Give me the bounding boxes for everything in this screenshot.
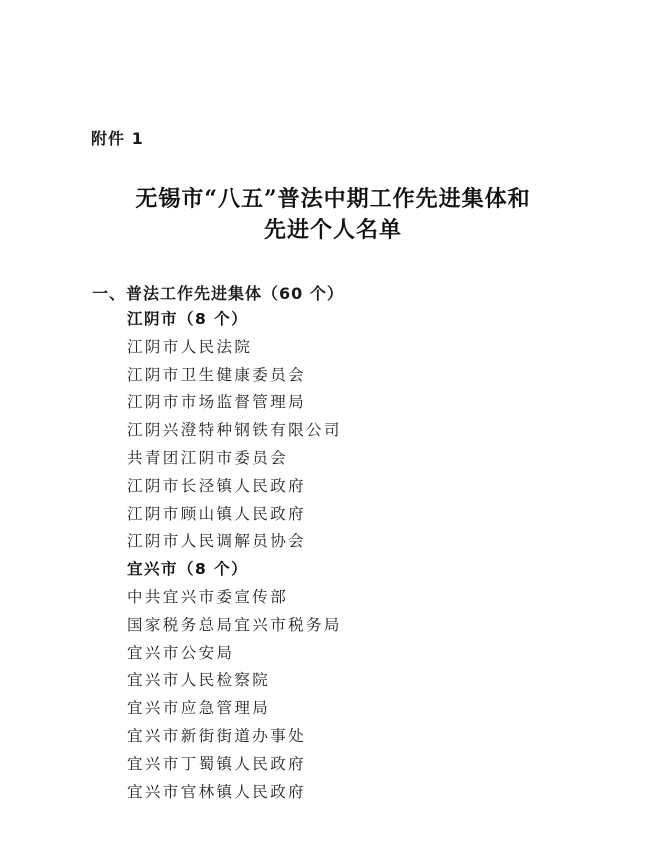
unit-list: [127, 306, 342, 806]
list-item: 国家税务总局宜兴市税务局: [127, 615, 342, 634]
document-title-line-1: 无锡市“八五”普法中期工作先进集体和: [135, 186, 531, 212]
list-item: 宜兴市丁蜀镇人民政府: [127, 754, 307, 773]
group-heading-jiangyin: 江阴市（8 个）: [127, 310, 249, 328]
list-item: 江阴兴澄特种钢铁有限公司: [127, 421, 342, 440]
list-item: 江阴市人民调解员协会: [127, 532, 307, 551]
list-item: 共青团江阴市委员会: [127, 448, 289, 467]
list-item: 中共宜兴市委宣传部: [127, 587, 289, 606]
section-heading: 一、普法工作先进集体（60 个）: [92, 284, 344, 303]
list-item: 江阴市顾山镇人民政府: [127, 504, 307, 523]
group-heading-yixing: 宜兴市（8 个）: [127, 560, 249, 579]
list-item: 宜兴市新街街道办事处: [127, 726, 307, 745]
list-item: 宜兴市应急管理局: [127, 699, 271, 718]
attachment-label: 附件 1: [91, 129, 144, 148]
list-item: 宜兴市人民检察院: [127, 671, 271, 690]
list-item: 江阴市卫生健康委员会: [127, 365, 307, 384]
list-item: 江阴市长泾镇人民政府: [127, 476, 307, 495]
list-item: 江阴市市场监督管理局: [127, 393, 307, 412]
list-item: 江阴市人民法院: [127, 337, 253, 356]
document-title-line-2: 先进个人名单: [263, 217, 402, 243]
list-item: 宜兴市官林镇人民政府: [127, 782, 307, 801]
list-item: 宜兴市公安局: [127, 643, 235, 662]
